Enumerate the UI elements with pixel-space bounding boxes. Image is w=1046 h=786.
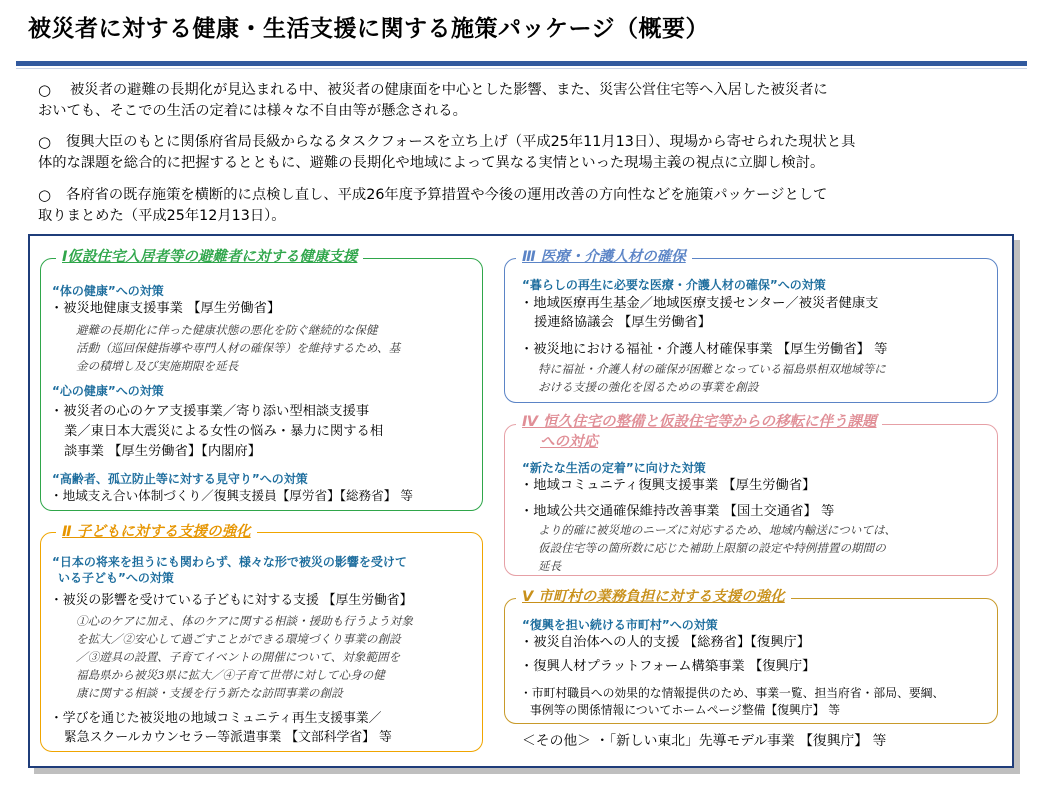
desc-line: おける支援の強化を図るための事業を創設	[538, 380, 759, 394]
section-5-heading: “復興を担い続ける市町村”への対策	[522, 618, 718, 632]
other-note: ＜その他＞ ・「新しい東北」先導モデル事業 【復興庁】 等	[522, 733, 887, 749]
item-line: ・地域医療再生基金／地域医療支援センター／被災者健康支	[520, 296, 879, 311]
policy-package-panel	[28, 234, 1014, 768]
intro-paragraph-1	[38, 80, 1013, 122]
circle-bullet-icon: ○	[38, 81, 52, 99]
section-3-item-1	[520, 294, 878, 332]
section-2-item-1: ・被災の影響を受けている子どもに対する支援 【厚生労働省】	[50, 593, 413, 608]
section-1-heading-elderly: “高齢者、孤立防止等に対する見守り”への対策	[52, 472, 308, 486]
section-5-title: Ⅴ 市町村の業務負担に対する支援の強化	[516, 588, 791, 607]
section-1-item-2	[50, 402, 383, 462]
section-1-heading-body: “体の健康”への対策	[52, 284, 164, 298]
item-line: 事例等の関係情報についてホームページ整備【復興庁】 等	[530, 703, 840, 717]
intro-paragraph-3	[38, 185, 1013, 227]
section-2-heading-children	[52, 554, 407, 586]
section-4-desc-2	[538, 521, 896, 575]
section-5-item-1: ・被災自治体への人的支援 【総務省】【復興庁】	[520, 635, 811, 650]
section-1-title: Ⅰ仮設住宅入居者等の避難者に対する健康支援	[56, 248, 363, 267]
heading-line: いる子ども”への対策	[58, 571, 174, 585]
section-4-heading: “新たな生活の定着”に向けた対策	[522, 461, 706, 475]
section-2-desc-1	[76, 612, 413, 702]
section-3-title: Ⅲ 医療・介護人材の確保	[516, 248, 692, 267]
section-3-desc-2	[538, 360, 886, 396]
circle-bullet-icon: ○	[38, 133, 52, 151]
section-4-item-1: ・地域コミュニティ復興支援事業 【厚生労働省】	[520, 478, 816, 493]
item-line: 談事業 【厚生労働省】【内閣府】	[64, 444, 262, 459]
desc-line: 延長	[538, 559, 562, 573]
item-line: ・市町村職員への効果的な情報提供のため、事業一覧、担当府省・部局、要綱、	[520, 686, 945, 700]
desc-line: 康に関する相談・支援を行う新たな訪問事業の創設	[76, 686, 343, 700]
section-2-title: Ⅱ 子どもに対する支援の強化	[56, 523, 257, 542]
intro-2-line-1: 復興大臣のもとに関係府省局長級からなるタスクフォースを立ち上げ（平成25年11月13日）、現場から寄せられた現状と具	[66, 134, 856, 150]
title-underline	[16, 61, 1027, 66]
desc-line: ／③遊具の設置、子育てイベントの開催について、対象範囲を	[76, 650, 401, 664]
desc-line: 福島県から被災3県に拡大／④子育て世帯に対して心身の健	[76, 668, 385, 682]
desc-line: 仮設住宅等の箇所数に応じた補助上限額の設定や特例措置の期間の	[538, 541, 886, 555]
title-line: への対応	[540, 434, 598, 450]
heading-line: “日本の将来を担うにも関わらず、様々な形で被災の影響を受けて	[52, 555, 407, 569]
section-3-item-2: ・被災地における福祉・介護人材確保事業 【厚生労働省】 等	[520, 342, 888, 357]
title-line: Ⅳ 恒久住宅の整備と仮設住宅等からの移転に伴う課題	[522, 414, 877, 430]
section-1-item-3: ・地域支え合い体制づくり／復興支援員【厚労省】【総務省】 等	[50, 488, 413, 503]
desc-line: ①心のケアに加え、体のケアに関する相談・援助も行うよう対象	[76, 614, 413, 628]
intro-1-line-1: 被災者の避難の長期化が見込まれる中、被災者の健康面を中心とした影響、また、災害公営住宅等へ入居した被災者に	[70, 82, 828, 98]
section-1-item-1: ・被災地健康支援事業 【厚生労働省】	[50, 301, 281, 316]
section-2-item-2	[50, 709, 392, 747]
desc-line: 避難の長期化に伴った健康状態の悪化を防ぐ継続的な保健	[76, 323, 378, 337]
section-4-item-2: ・地域公共交通確保維持改善事業 【国土交通省】 等	[520, 504, 835, 519]
section-5-item-3	[520, 685, 944, 719]
section-4-title	[516, 412, 882, 452]
desc-line: 特に福祉・介護人材の確保が困難となっている福島県相双地域等に	[538, 362, 886, 376]
item-line: 業／東日本大震災による女性の悩み・暴力に関する相	[64, 424, 384, 439]
intro-2-line-2: 体的な課題を総合的に把握するとともに、避難の長期化や地域によって異なる実情といった現場主義の視点に立脚し検討。	[38, 155, 825, 171]
title-underline-thin	[16, 68, 1027, 69]
section-3-heading: “暮らしの再生に必要な医療・介護人材の確保”への対策	[522, 278, 826, 292]
section-5-item-2: ・復興人材プラットフォーム構築事業 【復興庁】	[520, 659, 816, 674]
item-line: ・学びを通じた被災地の地域コミュニティ再生支援事業／	[50, 711, 382, 726]
intro-3-line-1: 各府省の既存施策を横断的に点検し直し、平成26年度予算措置や今後の運用改善の方向性などを施策パッケージとして	[66, 187, 828, 203]
item-line: 援連絡協議会 【厚生労働省】	[534, 315, 712, 330]
item-line: 緊急スクールカウンセラー等派遣事業 【文部科学省】 等	[64, 730, 392, 745]
intro-1-line-2: おいても、そこでの生活の定着には様々な不自由等が懸念される。	[38, 103, 467, 119]
page-title: 被災者に対する健康・生活支援に関する施策パッケージ（概要）	[28, 15, 710, 42]
section-1-heading-mind: “心の健康”への対策	[52, 384, 164, 398]
desc-line: 活動（巡回保健指導や専門人材の確保等）を維持するため、基	[76, 341, 401, 355]
circle-bullet-icon: ○	[38, 186, 52, 204]
section-1-desc-1	[76, 321, 400, 375]
item-line: ・被災者の心のケア支援事業／寄り添い型相談支援事	[50, 404, 370, 419]
intro-paragraph-2	[38, 132, 1013, 174]
desc-line: 金の積増し及び実施期限を延長	[76, 359, 239, 373]
intro-3-line-2: 取りまとめた（平成25年12月13日）。	[38, 208, 286, 224]
desc-line: を拡大／②安心して過ごすことができる環境づくり事業の創設	[76, 632, 401, 646]
desc-line: より的確に被災地のニーズに対応するため、地域内輸送については、	[538, 523, 897, 537]
